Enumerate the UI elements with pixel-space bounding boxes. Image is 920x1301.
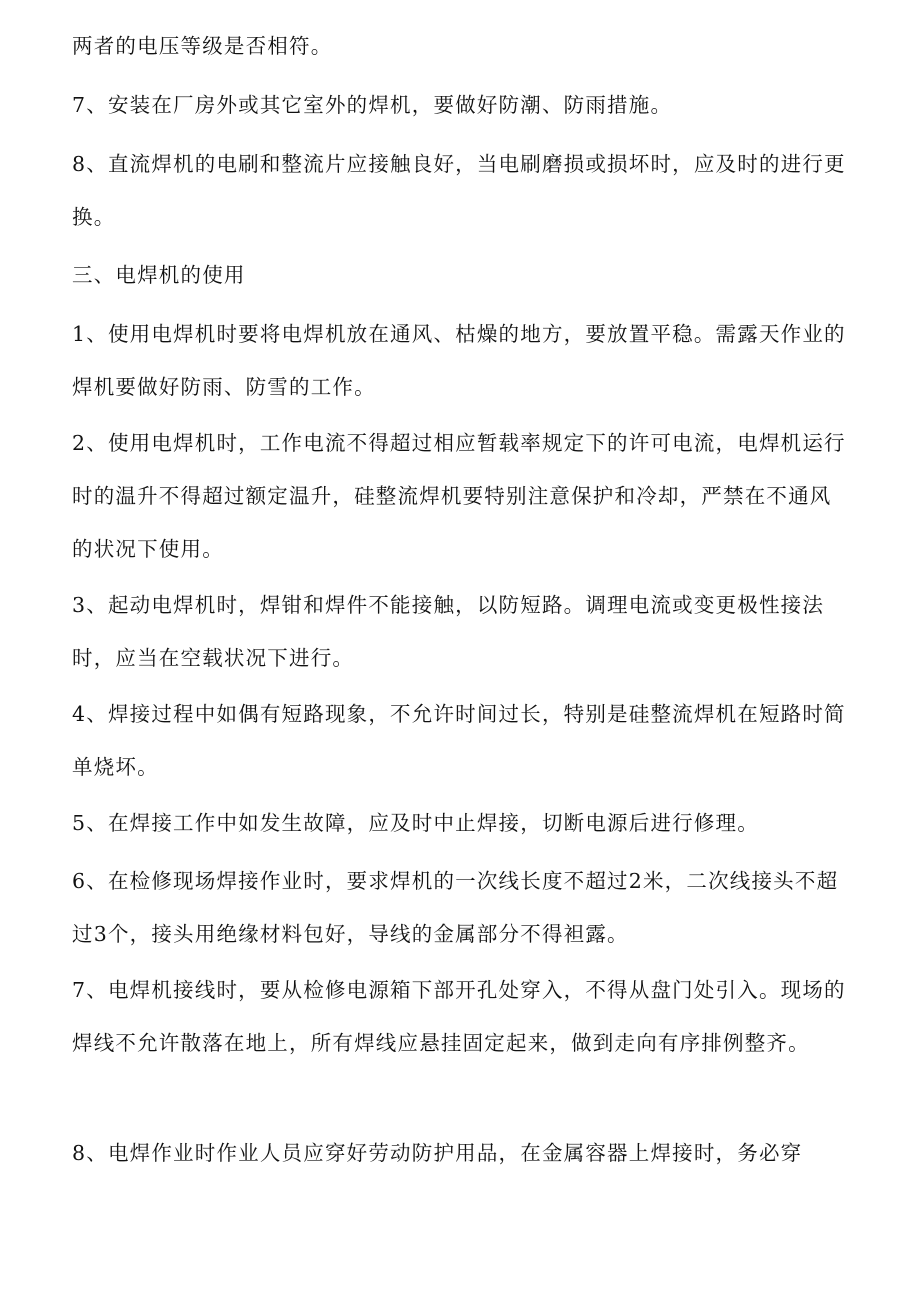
paragraph-usage-6: 6、在检修现场焊接作业时，要求焊机的一次线长度不超过2米，二次线接头不超过3个，接头用绝缘材料包好，导线的金属部分不得袒露。 [72, 869, 839, 946]
paragraph-brush-replacement: 8、直流焊机的电刷和整流片应接触良好，当电刷磨损或损坏时，应及时的进行更换。 [72, 152, 846, 229]
paragraph-usage-1: 1、使用电焊机时要将电焊机放在通风、枯燥的地方，要放置平稳。需露天作业的焊机要做好防雨、防雪的工作。 [72, 322, 846, 399]
paragraph-usage-2: 2、使用电焊机时，工作电流不得超过相应暂载率规定下的许可电流，电焊机运行时的温升不得超过额定温升，硅整流焊机要特别注意保护和冷却，严禁在不通风的状况下使用。 [72, 431, 846, 561]
paragraph-usage-8: 8、电焊作业时作业人员应穿好劳动防护用品，在金属容器上焊接时，务必穿 [72, 1141, 803, 1165]
paragraph-outdoor-protection: 7、安装在厂房外或其它室外的焊机，要做好防潮、防雨措施。 [72, 93, 673, 117]
paragraph-usage-4: 4、焊接过程中如偶有短路现象，不允许时间过长，特别是硅整流焊机在短路时简单烧坏。 [72, 702, 846, 779]
paragraph-usage-3: 3、起动电焊机时，焊钳和焊件不能接触，以防短路。调理电流或变更极性接法时，应当在空载状况下进行。 [72, 593, 825, 670]
paragraph-usage-5: 5、在焊接工作中如发生故障，应及时中止焊接，切断电源后进行修理。 [72, 811, 759, 835]
paragraph-voltage-match: 两者的电压等级是否相符。 [72, 34, 333, 58]
section-heading-usage: 三、电焊机的使用 [72, 263, 246, 287]
paragraph-usage-7: 7、电焊机接线时，要从检修电源箱下部开孔处穿入，不得从盘门处引入。现场的焊线不允许散落在地上，所有焊线应悬挂固定起来，做到走向有序排例整齐。 [72, 978, 846, 1055]
